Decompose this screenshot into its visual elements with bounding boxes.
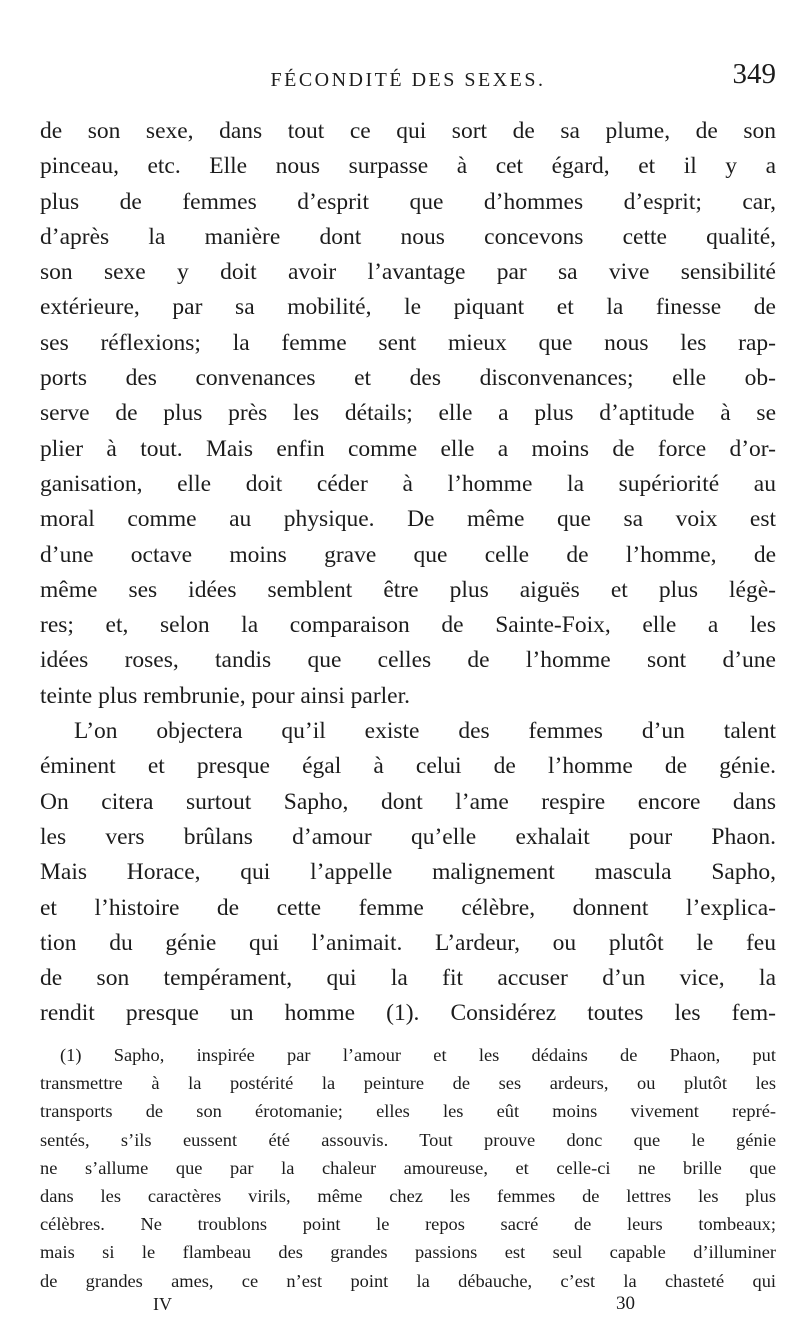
text-line: teinte plus rembrunie, pour ainsi parler. — [40, 682, 411, 709]
text-line: L’on objectera qu’il existe des femmes d’un talent — [74, 718, 776, 745]
text-line: d’une octave moins grave que celle de l’homme, de — [40, 541, 776, 568]
running-head: FÉCONDITÉ DES SEXES. — [270, 69, 546, 91]
text-line: même ses idées semblent être plus aiguës et plus légè- — [40, 576, 776, 603]
footnote-line: dans les caractères virils, même chez les femmes de lettres les plus — [40, 1185, 776, 1206]
footnote-line: de grandes ames, ce n’est point la débauche, c’est la chasteté qui — [40, 1270, 776, 1291]
text-line: ports des convenances et des disconvenances; elle ob- — [40, 365, 776, 392]
text-line: tion du génie qui l’animait. L’ardeur, ou plutôt le feu — [40, 929, 776, 956]
page-footer — [40, 1289, 776, 1319]
text-line: rendit presque un homme (1). Considérez toutes les fem- — [40, 1000, 776, 1027]
page-header — [40, 60, 776, 100]
footnote-line: sentés, s’ils eussent été assouvis. Tout prouve donc que le génie — [40, 1129, 776, 1150]
page-number: 349 — [732, 58, 776, 90]
text-line: éminent et presque égal à celui de l’homme de génie. — [40, 753, 776, 780]
text-line: idées roses, tandis que celles de l’homme sont d’une — [40, 647, 776, 674]
footnote-line: célèbres. Ne troublons point le repos sacré de leurs tombeaux; — [40, 1214, 776, 1235]
footnote — [40, 1041, 776, 1295]
text-line: ses réflexions; la femme sent mieux que nous les rap- — [40, 329, 776, 356]
text-line: moral comme au physique. De même que sa voix est — [40, 506, 776, 533]
text-line: de son sexe, dans tout ce qui sort de sa plume, de son — [40, 118, 776, 144]
footnote-line: (1) Sapho, inspirée par l’amour et les dédains de Phaon, put — [60, 1045, 776, 1065]
folio-number: 30 — [616, 1293, 635, 1314]
text-line: pinceau, etc. Elle nous surpasse à cet égard, et il y a — [40, 153, 776, 180]
text-line: et l’histoire de cette femme célèbre, donnent l’explica- — [40, 894, 776, 921]
signature-mark: IV — [153, 1294, 172, 1314]
footnote-line: transports de son érotomanie; elles les eût moins vivement repré- — [40, 1101, 776, 1122]
text-line: serve de plus près les détails; elle a plus d’aptitude à se — [40, 400, 776, 427]
text-line: On citera surtout Sapho, dont l’ame respire encore dans — [40, 788, 776, 815]
footnote-line: mais si le flambeau des grandes passions est seul capable d’illuminer — [40, 1242, 776, 1263]
text-line: d’après la manière dont nous concevons cette qualité, — [40, 223, 776, 250]
main-text — [40, 114, 776, 1032]
text-line: plier à tout. Mais enfin comme elle a moins de force d’or- — [40, 435, 776, 462]
text-line: son sexe y doit avoir l’avantage par sa vive sensibilité — [40, 259, 776, 286]
text-line: res; et, selon la comparaison de Sainte-Foix, elle a les — [40, 612, 776, 639]
text-line: Mais Horace, qui l’appelle malignement mascula Sapho, — [40, 859, 776, 886]
text-line: les vers brûlans d’amour qu’elle exhalait pour Phaon. — [40, 823, 776, 850]
text-line: extérieure, par sa mobilité, le piquant et la finesse de — [40, 294, 776, 321]
text-line: plus de femmes d’esprit que d’hommes d’esprit; car, — [40, 188, 776, 215]
footnote-line: transmettre à la postérité la peinture de ses ardeurs, ou plutôt les — [40, 1073, 776, 1094]
text-line: ganisation, elle doit céder à l’homme la supériorité au — [40, 470, 776, 497]
footnote-line: ne s’allume que par la chaleur amoureuse, et celle-ci ne brille que — [40, 1157, 776, 1178]
text-line: de son tempérament, qui la fit accuser d’un vice, la — [40, 965, 776, 992]
